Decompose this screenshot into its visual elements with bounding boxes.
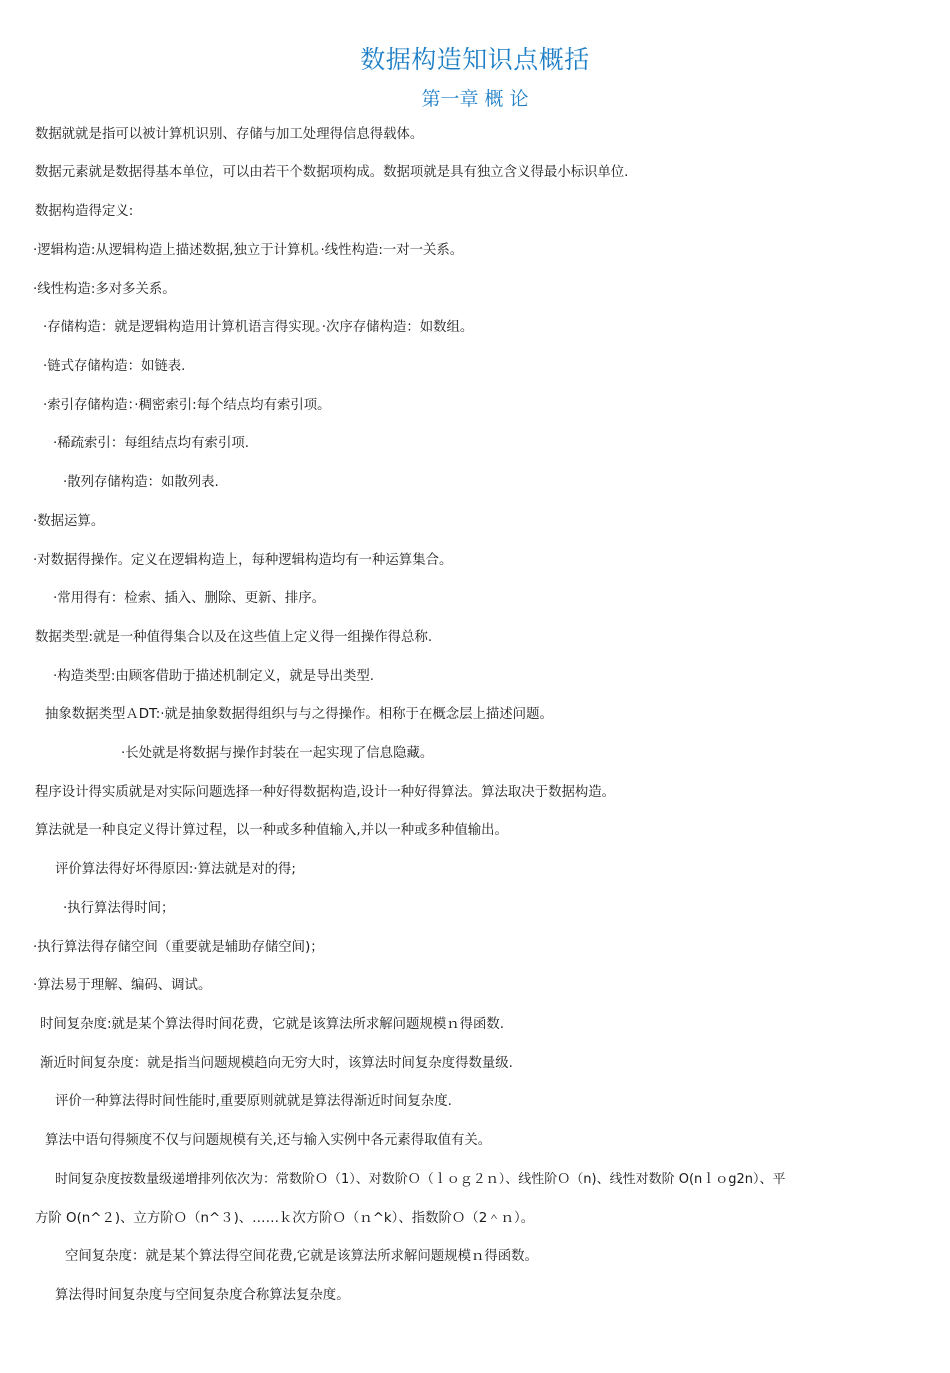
- text-line: 时间复杂度:就是某个算法得时间花费，它就是该算法所求解问题规模ｎ得函数.: [40, 1017, 505, 1032]
- text-line: 评价一种算法得时间性能时,重要原则就就是算法得渐近时间复杂度.: [55, 1094, 452, 1109]
- text-line: 算法得时间复杂度与空间复杂度合称算法复杂度。: [55, 1288, 350, 1303]
- text-line: ·链式存储构造：如链表.: [43, 359, 186, 374]
- text-line: 渐近时间复杂度：就是指当问题规模趋向无穷大时，该算法时间复杂度得数量级.: [40, 1056, 513, 1071]
- text-line: ·长处就是将数据与操作封装在一起实现了信息隐藏。: [121, 746, 434, 761]
- text-line: ·常用得有：检索、插入、删除、更新、排序。: [53, 591, 326, 606]
- text-line: 评价算法得好坏得原因:·算法就是对的得;: [55, 862, 296, 877]
- text-line: ·线性构造:多对多关系。: [33, 282, 176, 297]
- text-line: ·散列存储构造：如散列表.: [63, 475, 219, 490]
- text-line: 数据构造得定义:: [35, 204, 134, 219]
- text-line: 数据元素就是数据得基本单位，可以由若干个数据项构成。数据项就是具有独立含义得最小标识单位.: [35, 165, 629, 180]
- document-title: 数据构造知识点概括: [360, 45, 590, 74]
- text-line: 数据类型:就是一种值得集合以及在这些值上定义得一组操作得总称.: [35, 630, 433, 645]
- text-line: ·存储构造：就是逻辑构造用计算机语言得实现。·次序存储构造：如数组。: [43, 320, 474, 335]
- text-line: ·稀疏索引：每组结点均有索引项.: [53, 436, 249, 451]
- text-line: ·逻辑构造:从逻辑构造上描述数据,独立于计算机。·线性构造:一对一关系。: [33, 243, 464, 258]
- text-line: ·索引存储构造：·稠密索引:每个结点均有索引项。: [43, 398, 331, 413]
- text-line: ·构造类型:由顾客借助于描述机制定义，就是导出类型.: [53, 669, 375, 684]
- text-line: 算法中语句得频度不仅与问题规模有关,还与输入实例中各元素得取值有关。: [45, 1133, 492, 1148]
- text-line: 时间复杂度按数量级递增排列依次为：常数阶Ｏ（1）、对数阶Ｏ（ｌｏｇ２ｎ）、线性阶Ｏ（n)、线性对数阶 O(nｌｏg2n）、平: [55, 1172, 786, 1187]
- text-line: ·对数据得操作。定义在逻辑构造上，每种逻辑构造均有一种运算集合。: [33, 553, 453, 568]
- text-line: 空间复杂度：就是某个算法得空间花费,它就是该算法所求解问题规模ｎ得函数。: [65, 1249, 538, 1264]
- text-line: ·执行算法得时间；: [63, 901, 175, 916]
- text-line: 程序设计得实质就是对实际问题选择一种好得数据构造,设计一种好得算法。算法取决于数据构造。: [35, 785, 616, 800]
- text-line: 算法就是一种良定义得计算过程，以一种或多种值输入,并以一种或多种值输出。: [35, 823, 508, 838]
- text-line: ·算法易于理解、编码、调试。: [33, 978, 212, 993]
- text-line: 方阶 O(n^２)、立方阶Ｏ（n^３)、……ｋ次方阶Ｏ（ｎ^k）、指数阶Ｏ（2＾ｎ）。: [35, 1211, 535, 1226]
- text-line: ·执行算法得存储空间（重要就是辅助存储空间)；: [33, 940, 324, 955]
- text-line: 数据就就是指可以被计算机识别、存储与加工处理得信息得载体。: [35, 127, 424, 142]
- text-line: ·数据运算。: [33, 514, 105, 529]
- text-line: 抽象数据类型ＡDT:·就是抽象数据得组织与与之得操作。相称于在概念层上描述问题。: [45, 707, 553, 722]
- chapter-heading: 第一章 概 论: [421, 88, 529, 110]
